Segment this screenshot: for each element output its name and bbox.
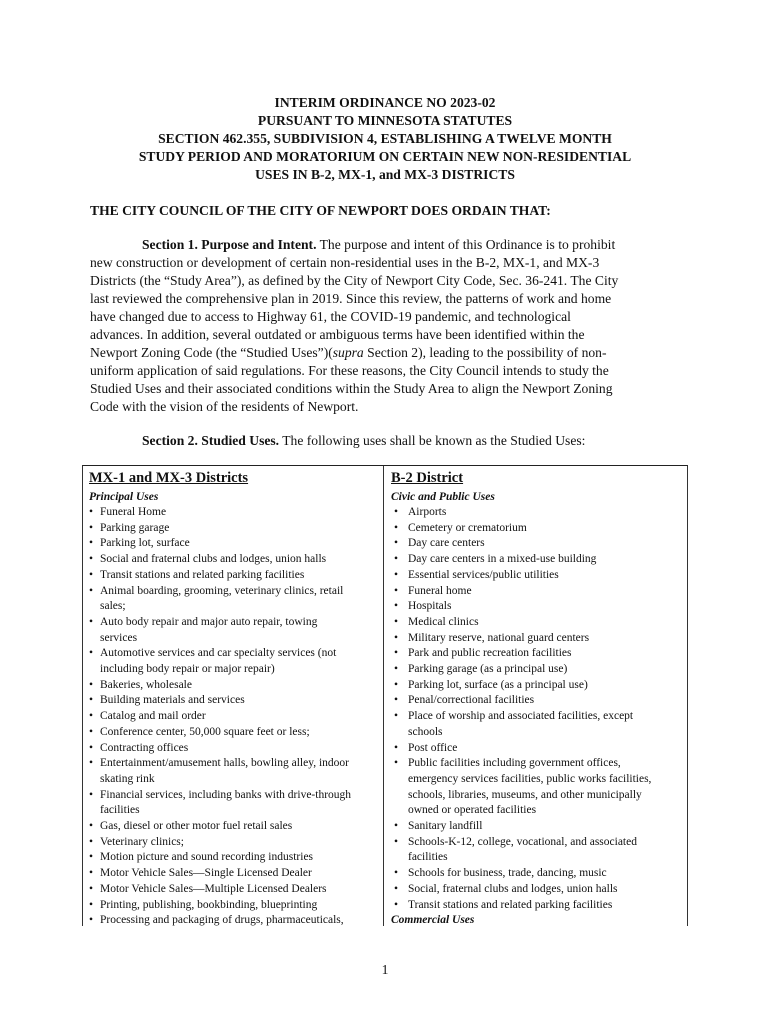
b2-district-column [391,469,681,928]
bullet-icon: • [89,867,94,880]
list-item-text: Funeral Home [100,506,167,518]
list-item-text: Essential services/public utilities [408,568,559,581]
section-1-line: uniform application of said regulations. For these reasons, the City Council intends to study the [90,363,609,378]
list-item-text: including body repair or major repair) [100,663,275,676]
ordain-statement: THE CITY COUNCIL OF THE CITY OF NEWPORT DOES ORDAIN THAT: [90,203,551,218]
list-item [391,693,681,709]
list-item [89,646,379,677]
bullet-icon: • [394,506,399,518]
bullet-icon: • [89,506,94,518]
list-item [89,882,379,898]
list-item [391,756,681,819]
list-item-text: Funeral home [408,584,472,597]
list-item [89,866,379,882]
mx-uses-list [89,505,379,929]
title-line: STUDY PERIOD AND MORATORIUM ON CERTAIN NEW NON-RESIDENTIAL [138,149,632,164]
ordinance-title [80,94,690,184]
bullet-icon: • [89,615,94,628]
list-item-text: Social, fraternal clubs and lodges, union halls [408,882,618,895]
list-item [391,599,681,615]
section-1-heading: Section 1. Purpose and Intent. [142,237,317,252]
commercial-uses-subheading: Commercial Uses [391,914,475,927]
list-item [391,898,681,914]
list-item-text: Financial services, including banks with drive-through [100,788,352,801]
bullet-icon: • [89,725,94,738]
list-item-text: Motor Vehicle Sales—Single Licensed Dealer [100,867,312,880]
list-item-text: Parking lot, surface (as a principal use) [408,678,588,691]
list-item-text: Social and fraternal clubs and lodges, union halls [100,553,327,566]
list-item-text: facilities [100,804,140,817]
bullet-icon: • [394,757,399,770]
section-1-line: Code with the vision of the residents of Newport. [90,399,359,414]
bullet-icon: • [394,584,399,597]
bullet-icon: • [89,898,94,911]
section-1-line: Studied Uses and their associated conditions within the Study Area to align the Newport Zoning [90,381,613,396]
column-divider [383,466,384,926]
bullet-icon: • [89,647,94,660]
list-item [391,584,681,600]
section-1-text: Section 2), leading to the possibility of non- [363,345,607,360]
list-item-text: Parking garage (as a principal use) [408,663,568,676]
title-line: SECTION 462.355, SUBDIVISION 4, ESTABLISHING A TWELVE MONTH [158,131,612,146]
list-item [391,552,681,568]
principal-uses-subheading: Principal Uses [89,491,159,503]
list-item-text: Printing, publishing, bookbinding, blueprinting [100,898,318,911]
list-item-text: facilities [408,851,448,864]
list-item [89,819,379,835]
list-item [89,678,379,694]
list-item-text: Gas, diesel or other motor fuel retail sales [100,820,293,833]
list-item-text: Parking lot, surface [100,537,190,550]
list-item-text: Post office [408,741,458,754]
list-item-text: skating rink [100,772,155,785]
bullet-icon: • [89,678,94,691]
title-line: PURSUANT TO MINNESOTA STATUTES [257,113,513,128]
title-line: INTERIM ORDINANCE NO 2023-02 [274,95,496,110]
list-item-text: Day care centers [408,537,485,550]
list-item-text: Sanitary landfill [408,820,483,833]
list-item-text: Conference center, 50,000 square feet or less; [100,725,310,738]
bullet-icon: • [89,710,94,723]
list-item [391,741,681,757]
studied-uses-table [82,465,688,926]
list-item-text: emergency services facilities, public works facilities, [408,772,652,785]
list-item-text: services [100,631,138,644]
list-item [89,615,379,646]
bullet-icon: • [394,615,399,628]
bullet-icon: • [394,741,399,754]
bullet-icon: • [89,757,94,770]
section-1-line: The purpose and intent of this Ordinance is to prohibit [316,237,616,252]
bullet-icon: • [89,694,94,707]
bullet-icon: • [89,741,94,754]
list-item-text: Veterinary clinics; [100,835,184,848]
list-item [391,505,681,521]
list-item [89,568,379,584]
list-item-text: Entertainment/amusement halls, bowling alley, indoor [100,757,350,770]
list-item [391,568,681,584]
list-item [391,882,681,898]
list-item [89,552,379,568]
list-item-text: Schools for business, trade, dancing, music [408,867,607,880]
list-item-text: Park and public recreation facilities [408,647,572,660]
bullet-icon: • [89,882,94,895]
list-item-text: Transit stations and related parking facilities [100,568,305,581]
section-1-text: Newport Zoning Code (the “Studied Uses”)( [90,345,333,360]
list-item-text: Catalog and mail order [100,710,206,723]
bullet-icon: • [89,835,94,848]
list-item [391,615,681,631]
list-item [391,646,681,662]
list-item [391,521,681,537]
civic-public-uses-subheading: Civic and Public Uses [391,491,495,503]
section-1-line [90,344,682,362]
bullet-icon: • [89,553,94,566]
section-2-intro [142,433,585,449]
list-item-text: schools [408,725,443,738]
list-item-text: Place of worship and associated facilities, except [408,710,634,723]
list-item-text: schools, libraries, museums, and other municipally [408,788,642,801]
list-item-text: Building materials and services [100,694,245,707]
list-item-text: Motor Vehicle Sales—Multiple Licensed Dealers [100,882,327,895]
bullet-icon: • [394,710,399,723]
list-item [391,678,681,694]
list-item [89,693,379,709]
list-item [89,709,379,725]
b2-uses-list [391,505,681,913]
bullet-icon: • [394,631,399,644]
list-item [391,835,681,866]
list-item [89,521,379,537]
list-item [391,819,681,835]
list-item-text: owned or operated facilities [408,804,537,817]
supra-italic: supra [332,345,364,360]
section-1-paragraph [90,236,682,416]
bullet-icon: • [89,914,94,927]
bullet-icon: • [394,898,399,911]
bullet-icon: • [89,568,94,581]
bullet-icon: • [89,851,94,864]
bullet-icon: • [394,647,399,660]
bullet-icon: • [394,537,399,550]
list-item-text: Schools-K-12, college, vocational, and associated [408,835,637,848]
section-1-line: new construction or development of certain non-residential uses in the B-2, MX-1, and MX-3 [90,255,600,270]
list-item-text: Airports [408,506,447,518]
list-item-text: Medical clinics [408,615,479,628]
list-item-text: Cemetery or crematorium [408,521,527,534]
bullet-icon: • [394,663,399,676]
list-item [89,505,379,521]
list-item [89,756,379,787]
bullet-icon: • [394,867,399,880]
list-item [89,741,379,757]
bullet-icon: • [394,882,399,895]
list-item [89,584,379,615]
bullet-icon: • [394,835,399,848]
list-item [391,709,681,740]
list-item-text: Contracting offices [100,741,189,754]
list-item [89,913,379,929]
mx-districts-heading: MX-1 and MX-3 Districts [89,470,249,486]
list-item [89,536,379,552]
list-item [89,835,379,851]
list-item-text: Automotive services and car specialty services (not [100,647,337,660]
list-item-text: Bakeries, wholesale [100,678,192,691]
list-item-text: Public facilities including government offices, [408,757,621,770]
section-1-line: last reviewed the comprehensive plan in 2019. Since this review, the patterns of work and home [90,291,612,306]
bullet-icon: • [394,521,399,534]
list-item-text: Day care centers in a mixed-use building [408,553,597,566]
list-item [89,725,379,741]
bullet-icon: • [89,820,94,833]
section-1-line: Districts (the “Study Area”), as defined by the City of Newport City Code, Sec. 36-241. The City [90,273,619,288]
list-item-text: Penal/correctional facilities [408,694,535,707]
mx-districts-column [89,469,379,929]
list-item-text: Hospitals [408,600,452,613]
section-2-heading: Section 2. Studied Uses. [142,433,280,448]
list-item-text: Transit stations and related parking facilities [408,898,613,911]
list-item-text: Animal boarding, grooming, veterinary clinics, retail [100,584,344,597]
bullet-icon: • [89,537,94,550]
section-1-line: have changed due to access to Highway 61, the COVID-19 pandemic, and technological [90,309,571,324]
list-item-text: Motion picture and sound recording industries [100,851,314,864]
list-item [391,866,681,882]
list-item-text: Military reserve, national guard centers [408,631,590,644]
list-item [391,536,681,552]
page-number: 1 [381,962,389,977]
section-1-first-line [90,236,682,254]
bullet-icon: • [394,694,399,707]
bullet-icon: • [394,568,399,581]
list-item-text: Auto body repair and major auto repair, towing [100,615,318,628]
list-item-text: Processing and packaging of drugs, pharmaceuticals, [100,914,344,927]
list-item [89,850,379,866]
section-2-text: The following uses shall be known as the Studied Uses: [279,433,586,448]
b2-district-heading: B-2 District [391,470,464,486]
list-item-text: Parking garage [100,521,170,534]
section-1-line: advances. In addition, several outdated or ambiguous terms have been identified within the [90,327,585,342]
bullet-icon: • [89,788,94,801]
bullet-icon: • [394,600,399,613]
list-item [89,898,379,914]
bullet-icon: • [394,678,399,691]
list-item [89,788,379,819]
bullet-icon: • [394,553,399,566]
list-item [391,662,681,678]
list-item [391,631,681,647]
bullet-icon: • [394,820,399,833]
title-line: USES IN B-2, MX-1, and MX-3 DISTRICTS [255,167,515,182]
bullet-icon: • [89,521,94,534]
bullet-icon: • [89,584,94,597]
list-item-text: sales; [100,600,126,613]
